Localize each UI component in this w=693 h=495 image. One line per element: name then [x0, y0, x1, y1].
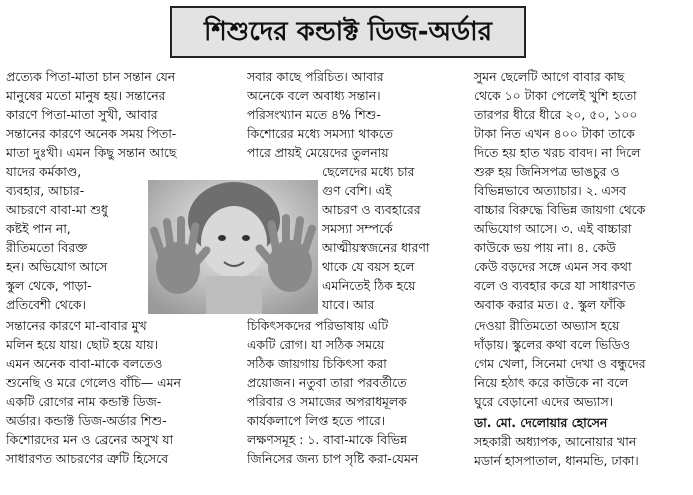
col1-line: প্রতিবেশী থেকে। [6, 297, 86, 312]
col3-line: নিয়ে হঠাৎ করে কাউকে না বলে [474, 375, 629, 390]
col1-line: শুনেছি ও মরে গেলেও বাঁচি— এমন [6, 375, 181, 390]
col1-line: আচরণে বাবা-মা শুধু [6, 202, 108, 217]
col3-line: থেকে ১০ টাকা পেলেই খুশি হতো [474, 88, 637, 103]
col3-line: দিতে হয় হাত খরচ বাবদ। না দিলে [474, 145, 641, 160]
col2-line: পারে প্রায়ই মেয়েদের তুলনায় [247, 145, 389, 160]
headline-box [170, 6, 526, 58]
col2-line: সমস্যা সম্পর্কে [322, 221, 393, 236]
col2-line: ছেলেদের মধ্যে চার [322, 164, 415, 179]
symptoms-line: লক্ষণসমূহ : ১. বাবা-মাকে বিভিন্ন [247, 432, 408, 447]
col1-line: প্রত্যেক পিতা-মাতা চান সন্তান যেন [6, 69, 176, 84]
col2-line: সবার কাছে পরিচিত। আবার [247, 69, 384, 84]
col3-line: দেওয়া রীতিমতো অভ্যাস হয়ে [474, 318, 620, 333]
col1-line: কারণে পিতা-মাতা সুখী, আবার [6, 107, 158, 122]
col1-line: এমন অনেক বাবা-মাকে বলতেও [6, 356, 163, 371]
col2-line: পরিবার ও সমাজের অপরাধমূলক [247, 394, 407, 409]
col1-line: স্কুল থেকে, পাড়া- [6, 278, 92, 293]
author-title: সহকারী অধ্যাপক, আনোয়ার খান [474, 434, 637, 449]
col2-line: একটি রোগ। যা সঠিক সময়ে [247, 337, 385, 352]
col2-line: অনেকে বলে অবাধ্য সন্তান। [247, 88, 381, 103]
col2-line: পরিসংখ্যান মতে ৪% শিশু- [247, 107, 381, 122]
col1-line: মাতা দুঃখী। এমন কিছু সন্তান আছে [6, 145, 177, 160]
col2-line: কার্যকলাপে লিপ্ত হতে পারে। [247, 413, 386, 428]
col1-line: কিশোরদের মন ও ব্রেনের অসুখ যা [6, 432, 174, 447]
col2-line: যাবে। আর [322, 297, 375, 312]
col2-line: প্রয়োজন। নতুবা তারা পরবর্তীতে [247, 375, 407, 390]
col3-line: টাকা নিত এখন ৪০০ টাকা তাকে [474, 126, 635, 141]
col3-line: দাঁড়ায়। স্কুলের কথা বলে ভিডিও [474, 337, 630, 352]
col3-line: সুমন ছেলেটি আগে বাবার কাছ [474, 69, 625, 84]
child-photo [148, 180, 318, 314]
col1-line: হন। অভিযোগ আসে [6, 259, 108, 274]
col3-line: কেউ বড়দের সঙ্গে এমন সব কথা [474, 259, 632, 274]
col2-line: কিশোরের মধ্যে সমস্যা থাকতে [247, 126, 393, 141]
author-name: ডা. মো. দেলোয়ার হোসেন [474, 415, 608, 430]
col2-line: গুণ বেশি। এই [322, 183, 392, 198]
col1-line: সন্তানের কারণে মা-বাবার মুখ [6, 318, 147, 333]
col1-line: ব্যবহার, আচার- [6, 183, 85, 198]
col1-line: রীতিমতো বিরক্ত [6, 240, 88, 255]
col3-line: কাউকে ভয় পায় না। ৪. কেউ [474, 240, 616, 255]
col1-line: একটি রোগের নাম কন্ডাক্ট ডিজ- [6, 394, 162, 409]
col1-line: যাদের কর্মকাণ্ড, [6, 164, 82, 179]
author-affiliation: মডার্ন হাসপাতাল, ধানমন্ডি, ঢাকা। [474, 453, 639, 468]
col3-line: অবাক করার মত। ৫. স্কুল ফাঁকি [474, 297, 626, 312]
col3-line: ঘুরে বেড়ানো এদের অভ্যাস। [474, 394, 614, 409]
col1-line: অর্ডার। কন্ডাক্ট ডিজ-অর্ডার শিশু- [6, 413, 167, 428]
col2-line: আত্মীয়স্বজনের ধারণা [322, 240, 430, 255]
col1-line: সাধারণত আচরণের ত্রুটি হিসেবে [6, 451, 169, 466]
col2-line: জিনিসের জন্য চাপ সৃষ্টি করা-যেমন [247, 451, 419, 466]
col3-line: বিভিন্নভাবে অত্যাচার। ২. এসব [474, 183, 627, 198]
col3-line: অভিযোগ আসে। ৩. এই বাচ্চারা [474, 221, 632, 236]
col2-line: আচরণ ও ব্যবহারের [322, 202, 421, 217]
col2-line: সঠিক জায়গায় চিকিৎসা করা [247, 356, 387, 371]
col2-line: এমনিতেই ঠিক হয়ে [322, 278, 416, 293]
col3-line: গেম খেলা, সিনেমা দেখা ও বন্ধুদের [474, 356, 646, 371]
col1-line: সন্তানের কারণে অনেক সময় পিতা- [6, 126, 177, 141]
col1-line: মানুষের মতো মানুষ হয়। সন্তানের [6, 88, 166, 103]
child-hands-illustration [148, 180, 318, 314]
col3-line: তারপর ধীরে ধীরে ২০, ৫০, ১০০ [474, 107, 638, 122]
col2-line: চিকিৎসকদের পরিভাষায় এটি [247, 318, 389, 333]
col2-line: থাকে যে বয়স হলে [322, 259, 415, 274]
col1-line: মলিন হয়ে যায়। ছোট হয়ে যায়। [6, 337, 159, 352]
col3-line: বলে ও ব্যবহার করে যা সাধারণত [474, 278, 636, 293]
article-headline: শিশুদের কন্ডাক্ট ডিজ-অর্ডার [203, 17, 492, 47]
col3-line: শুরু হয় জিনিসপত্র ভাঙচুর ও [474, 164, 620, 179]
col3-line: বাচ্চার বিরুদ্ধে বিভিন্ন জায়গা থেকে [474, 202, 646, 217]
col1-line: কষ্টই পান না, [6, 221, 71, 236]
